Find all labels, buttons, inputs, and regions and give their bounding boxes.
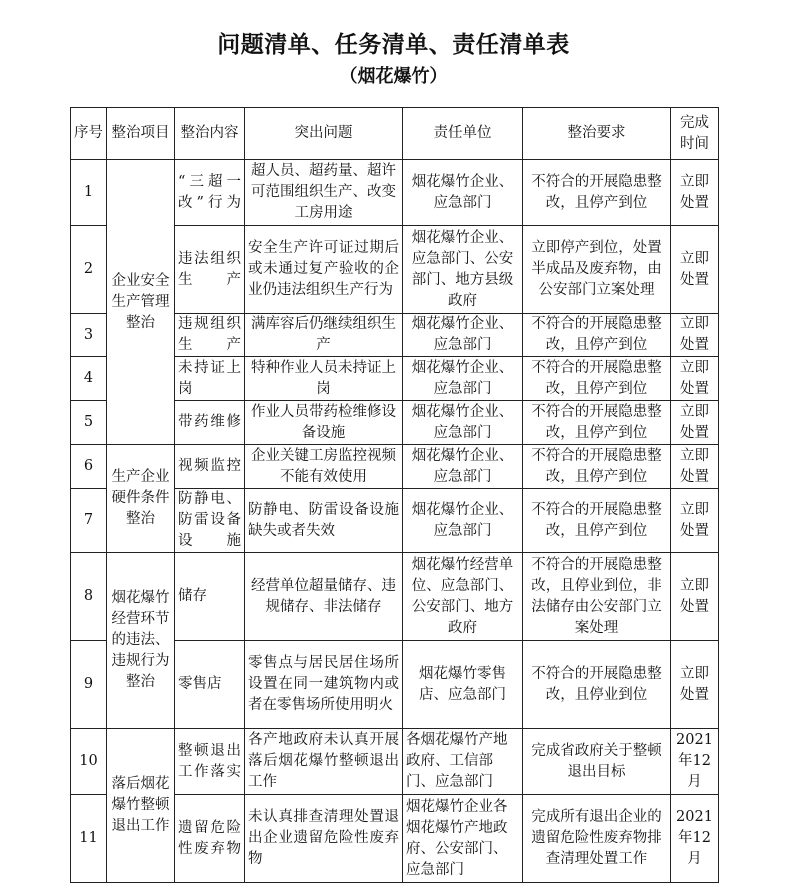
group-cell: 生产企业硬件条件整治 bbox=[107, 445, 175, 553]
document-title: 问题清单、任务清单、责任清单表 bbox=[217, 32, 570, 58]
task-table bbox=[70, 107, 719, 883]
document-subtitle: （烟花爆竹） bbox=[339, 66, 448, 87]
content-cell: 违规组织生产 bbox=[175, 314, 245, 357]
problem-cell: 安全生产许可证过期后或未通过复产验收的企业仍违法组织生产行为 bbox=[245, 226, 403, 314]
row-number: 4 bbox=[71, 357, 107, 401]
problem-cell: 企业关键工房监控视频不能有效使用 bbox=[245, 445, 403, 489]
header-no: 序号 bbox=[71, 108, 107, 160]
row-number: 8 bbox=[71, 553, 107, 641]
unit-cell: 烟花爆竹企业、应急部门 bbox=[403, 401, 523, 445]
header-unit: 责任单位 bbox=[403, 108, 523, 160]
time-cell: 立即处置 bbox=[671, 641, 719, 729]
requirement-cell: 不符合的开展隐患整改，且停产到位 bbox=[523, 160, 671, 226]
header-content: 整治内容 bbox=[175, 108, 245, 160]
content-cell: 违法组织生产 bbox=[175, 226, 245, 314]
unit-cell: 烟花爆竹企业、应急部门 bbox=[403, 357, 523, 401]
content-cell: 遗留危险性废弃物 bbox=[175, 795, 245, 883]
problem-cell: 特种作业人员未持证上岗 bbox=[245, 357, 403, 401]
problem-cell: 防静电、防雷设备设施缺失或者失效 bbox=[245, 489, 403, 553]
requirement-cell: 不符合的开展隐患整改，且停产到位 bbox=[523, 357, 671, 401]
requirement-cell: 不符合的开展隐患整改，且停产到位 bbox=[523, 489, 671, 553]
requirement-cell: 不符合的开展隐患整改，且停产到位 bbox=[523, 445, 671, 489]
content-cell: 零售店 bbox=[175, 641, 245, 729]
content-cell: 整顿退出工作落实 bbox=[175, 729, 245, 795]
header-problem: 突出问题 bbox=[245, 108, 403, 160]
requirement-cell: 不符合的开展隐患整改，且停产到位 bbox=[523, 314, 671, 357]
unit-cell: 烟花爆竹企业、应急部门 bbox=[403, 445, 523, 489]
requirement-cell: 不符合的开展隐患整改，且停产到位 bbox=[523, 401, 671, 445]
row-number: 11 bbox=[71, 795, 107, 883]
unit-cell: 烟花爆竹企业、应急部门 bbox=[403, 314, 523, 357]
header-item: 整治项目 bbox=[107, 108, 175, 160]
time-cell: 立即处置 bbox=[671, 357, 719, 401]
row-number: 6 bbox=[71, 445, 107, 489]
unit-cell: 烟花爆竹企业、应急部门 bbox=[403, 160, 523, 226]
row-number: 1 bbox=[71, 160, 107, 226]
content-cell: 防静电、防雷设备设施 bbox=[175, 489, 245, 553]
header-requirement: 整治要求 bbox=[523, 108, 671, 160]
requirement-cell: 不符合的开展隐患整改，且停业到位，非法储存由公安部门立案处理 bbox=[523, 553, 671, 641]
content-cell: 未持证上岗 bbox=[175, 357, 245, 401]
header-row bbox=[71, 108, 719, 160]
row-number: 3 bbox=[71, 314, 107, 357]
group-cell: 落后烟花爆竹整顿退出工作 bbox=[107, 729, 175, 883]
group-cell: 企业安全生产管理整治 bbox=[107, 160, 175, 445]
time-cell: 立即处置 bbox=[671, 553, 719, 641]
row-number: 5 bbox=[71, 401, 107, 445]
row-number: 9 bbox=[71, 641, 107, 729]
table-row bbox=[71, 729, 719, 795]
time-cell: 立即处置 bbox=[671, 401, 719, 445]
requirement-cell: 不符合的开展隐患整改，且停业到位 bbox=[523, 641, 671, 729]
unit-cell: 各烟花爆竹产地政府、工信部门、应急部门 bbox=[403, 729, 523, 795]
content-cell: 视频监控 bbox=[175, 445, 245, 489]
content-cell: “三超一改”行为 bbox=[175, 160, 245, 226]
problem-cell: 经营单位超量储存、违规储存、非法储存 bbox=[245, 553, 403, 641]
time-cell: 2021年12月 bbox=[671, 729, 719, 795]
table-row bbox=[71, 445, 719, 489]
problem-cell: 未认真排查清理处置退出企业遗留危险性废弃物 bbox=[245, 795, 403, 883]
unit-cell: 烟花爆竹企业各烟花爆竹产地政府、公安部门、应急部门 bbox=[403, 795, 523, 883]
time-cell: 立即处置 bbox=[671, 226, 719, 314]
row-number: 7 bbox=[71, 489, 107, 553]
time-cell: 立即处置 bbox=[671, 314, 719, 357]
problem-cell: 作业人员带药检维修设备设施 bbox=[245, 401, 403, 445]
unit-cell: 烟花爆竹经营单位、应急部门、公安部门、地方政府 bbox=[403, 553, 523, 641]
problem-cell: 零售点与居民居住场所设置在同一建筑物内或者在零售场所使用明火 bbox=[245, 641, 403, 729]
unit-cell: 烟花爆竹零售店、应急部门 bbox=[403, 641, 523, 729]
unit-cell: 烟花爆竹企业、应急部门、公安部门、地方县级政府 bbox=[403, 226, 523, 314]
problem-cell: 满库容后仍继续组织生产 bbox=[245, 314, 403, 357]
header-time: 完成时间 bbox=[671, 108, 719, 160]
requirement-cell: 立即停产到位，处置半成品及废弃物，由公安部门立案处理 bbox=[523, 226, 671, 314]
time-cell: 2021年12月 bbox=[671, 795, 719, 883]
table-row bbox=[71, 553, 719, 641]
time-cell: 立即处置 bbox=[671, 445, 719, 489]
row-number: 10 bbox=[71, 729, 107, 795]
problem-cell: 各产地政府未认真开展落后烟花爆竹整顿退出工作 bbox=[245, 729, 403, 795]
time-cell: 立即处置 bbox=[671, 489, 719, 553]
table-row bbox=[71, 160, 719, 226]
content-cell: 储存 bbox=[175, 553, 245, 641]
requirement-cell: 完成所有退出企业的遗留危险性废弃物排查清理处置工作 bbox=[523, 795, 671, 883]
unit-cell: 烟花爆竹企业、应急部门 bbox=[403, 489, 523, 553]
time-cell: 立即处置 bbox=[671, 160, 719, 226]
row-number: 2 bbox=[71, 226, 107, 314]
problem-cell: 超人员、超药量、超许可范围组织生产、改变工房用途 bbox=[245, 160, 403, 226]
group-cell: 烟花爆竹经营环节的违法、违规行为整治 bbox=[107, 553, 175, 729]
requirement-cell: 完成省政府关于整顿退出目标 bbox=[523, 729, 671, 795]
content-cell: 带药维修 bbox=[175, 401, 245, 445]
